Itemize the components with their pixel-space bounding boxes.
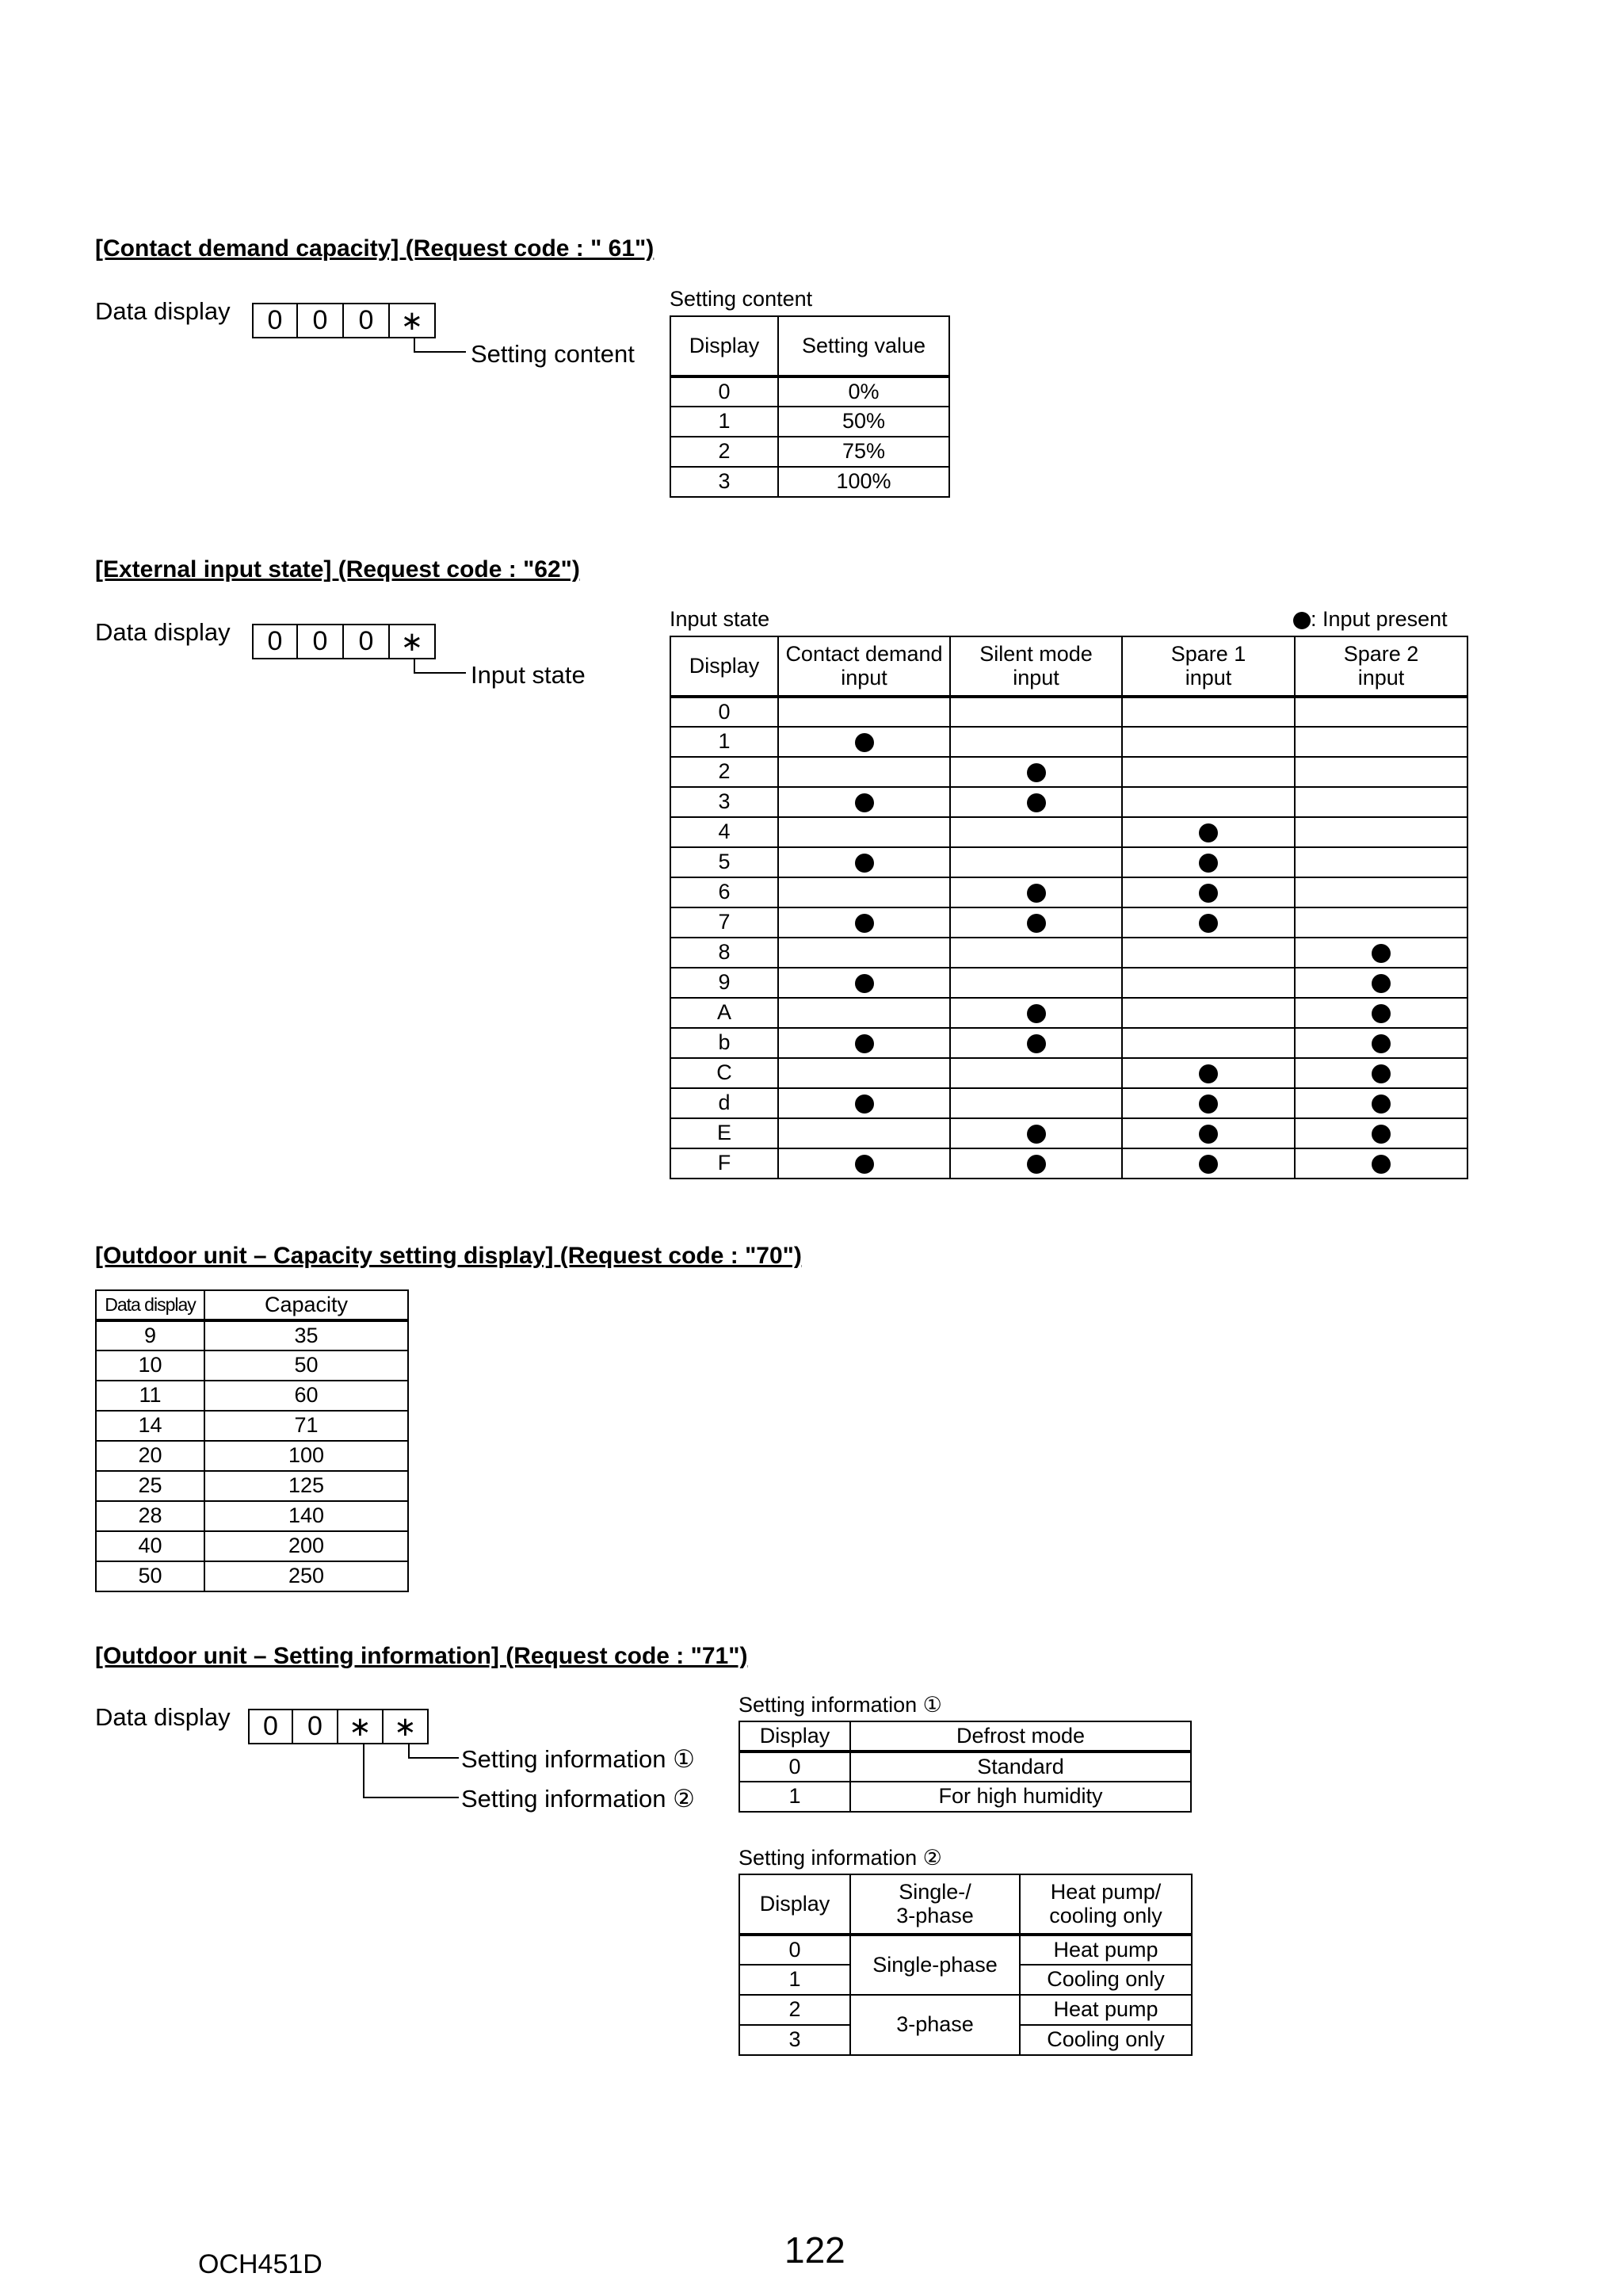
digit-box: 0 (248, 1709, 293, 1744)
mode-cell: Cooling only (1020, 2025, 1192, 2055)
input-cell (950, 757, 1122, 787)
digit-box: 0 (252, 303, 298, 338)
header-line: Display (759, 1891, 830, 1916)
table-row (670, 757, 1467, 787)
table-cell: 0 (670, 376, 778, 407)
input-cell (950, 1088, 1122, 1118)
header-line: input (1185, 665, 1232, 690)
table-cell: 60 (204, 1381, 408, 1411)
input-cell (778, 1118, 950, 1148)
header-line: Single-/ (899, 1879, 971, 1904)
input-cell (1295, 1118, 1467, 1148)
table-cell: 0% (778, 376, 949, 407)
input-present-legend (1293, 607, 1448, 632)
filled-circle-icon (855, 854, 874, 873)
input-cell (778, 817, 950, 847)
input-cell (950, 1058, 1122, 1088)
display-cell: F (670, 1148, 778, 1179)
input-cell (1122, 787, 1295, 817)
input-cell (950, 907, 1122, 938)
table-cell: 35 (204, 1320, 408, 1350)
input-cell (1295, 697, 1467, 727)
data-display-digits-61 (252, 303, 436, 338)
filled-circle-icon (855, 1155, 874, 1174)
table-cell: 1 (670, 407, 778, 437)
display-cell: 4 (670, 817, 778, 847)
table-cell: 100% (778, 467, 949, 497)
table-cell: 250 (204, 1561, 408, 1591)
filled-circle-icon (1372, 1125, 1391, 1144)
table-cell: 140 (204, 1501, 408, 1531)
table-row (739, 1995, 1192, 2025)
table-row (96, 1441, 408, 1471)
table-header (1122, 636, 1295, 697)
filled-circle-icon (1199, 914, 1218, 933)
digit-box: 0 (298, 624, 344, 659)
table-row (739, 1782, 1191, 1812)
filled-circle-icon (855, 914, 874, 933)
digit-box: 0 (344, 624, 390, 659)
table-header (670, 636, 778, 697)
input-cell (1295, 938, 1467, 968)
input-cell (1122, 998, 1295, 1028)
input-cell (1122, 757, 1295, 787)
phase-body (739, 1935, 1192, 2055)
table-cell: 71 (204, 1411, 408, 1441)
table-row (670, 817, 1467, 847)
phase-cell: Single-phase (850, 1935, 1020, 1995)
input-cell (950, 998, 1122, 1028)
filled-circle-icon (1027, 763, 1046, 782)
digit-box: ∗ (338, 1709, 384, 1744)
input-cell (1295, 1148, 1467, 1179)
table-row (670, 467, 949, 497)
table-row (670, 376, 949, 407)
table-cell: 200 (204, 1531, 408, 1561)
display-cell: 7 (670, 907, 778, 938)
input-cell (778, 1088, 950, 1118)
table-cell: 0 (739, 1752, 850, 1782)
table-cell: 40 (96, 1531, 204, 1561)
table-row (670, 1118, 1467, 1148)
filled-circle-icon (855, 733, 874, 752)
table-cell: 10 (96, 1350, 204, 1381)
digit-box: 0 (344, 303, 390, 338)
table-cell: 9 (96, 1320, 204, 1350)
callout-setting-content: Setting content (471, 340, 635, 368)
table-header: Display (670, 316, 778, 376)
filled-circle-icon (1372, 1095, 1391, 1114)
table-cell: Standard (850, 1752, 1191, 1782)
table-caption-62: Input state (670, 607, 770, 631)
header-line: Spare 1 (1170, 641, 1246, 666)
mode-cell: Heat pump (1020, 1935, 1192, 1965)
input-cell (950, 877, 1122, 907)
header-line: Silent mode (979, 641, 1093, 666)
input-cell (1122, 1028, 1295, 1058)
table-cell: 100 (204, 1441, 408, 1471)
input-cell (950, 1148, 1122, 1179)
table-header: Setting value (778, 316, 949, 376)
input-cell (1122, 1118, 1295, 1148)
table-row (96, 1411, 408, 1441)
input-cell (950, 817, 1122, 847)
phase-setting-table (738, 1874, 1193, 2056)
filled-circle-icon (1372, 1004, 1391, 1023)
model-code: OCH451D (198, 2249, 322, 2279)
table-cell: 14 (96, 1411, 204, 1441)
display-cell: 6 (670, 877, 778, 907)
display-cell: 1 (739, 1965, 850, 1995)
table-cell: 75% (778, 437, 949, 467)
section-heading-70: [Outdoor unit – Capacity setting display] (Request code : "70") (95, 1243, 802, 1269)
header-line: Spare 2 (1343, 641, 1419, 666)
digit-box: 0 (252, 624, 298, 659)
display-cell: E (670, 1118, 778, 1148)
input-cell (1295, 998, 1467, 1028)
input-cell (1295, 907, 1467, 938)
table-caption-61: Setting content (670, 287, 813, 311)
input-cell (950, 968, 1122, 998)
table-cell: 1 (739, 1782, 850, 1812)
input-cell (1295, 968, 1467, 998)
callout-input-state: Input state (471, 661, 586, 689)
filled-circle-icon (1372, 974, 1391, 993)
data-display-label-71: Data display (95, 1703, 231, 1731)
table-caption-71-1: Setting information ① (738, 1693, 942, 1717)
header-line: Display (689, 653, 760, 678)
input-cell (1295, 847, 1467, 877)
table-row (670, 907, 1467, 938)
table-row (670, 938, 1467, 968)
table-row (670, 1148, 1467, 1179)
table-row (670, 877, 1467, 907)
filled-circle-icon (855, 1095, 874, 1114)
input-cell (778, 938, 950, 968)
input-state-body (670, 697, 1467, 1179)
mode-cell: Heat pump (1020, 1995, 1192, 2025)
display-cell: A (670, 998, 778, 1028)
data-display-label-61: Data display (95, 297, 231, 325)
callout-leader-line (414, 659, 466, 674)
header-line: 3-phase (896, 1903, 974, 1927)
display-cell: 3 (739, 2025, 850, 2055)
digit-box: 0 (293, 1709, 338, 1744)
input-cell (950, 727, 1122, 757)
table-header-row (739, 1874, 1192, 1935)
table-cell: 20 (96, 1441, 204, 1471)
digit-box: ∗ (390, 624, 436, 659)
table-row (96, 1320, 408, 1350)
filled-circle-icon (1372, 944, 1391, 963)
table-header: Defrost mode (850, 1721, 1191, 1752)
table-row (96, 1501, 408, 1531)
input-cell (1122, 1058, 1295, 1088)
input-cell (950, 938, 1122, 968)
input-cell (778, 1028, 950, 1058)
display-cell: C (670, 1058, 778, 1088)
input-cell (1295, 787, 1467, 817)
input-cell (1122, 1148, 1295, 1179)
input-cell (778, 877, 950, 907)
setting-value-table (670, 315, 950, 498)
display-cell: b (670, 1028, 778, 1058)
filled-circle-icon (1293, 612, 1311, 629)
filled-circle-icon (1199, 1125, 1218, 1144)
capacity-body (96, 1320, 408, 1591)
table-row (670, 968, 1467, 998)
filled-circle-icon (1199, 1064, 1218, 1083)
table-cell: 11 (96, 1381, 204, 1411)
table-row (670, 1058, 1467, 1088)
filled-circle-icon (1199, 854, 1218, 873)
callout-setting-info-1: Setting information ① (461, 1745, 695, 1773)
table-row (670, 437, 949, 467)
input-cell (1295, 727, 1467, 757)
input-cell (778, 727, 950, 757)
table-row (96, 1350, 408, 1381)
table-header (739, 1874, 850, 1935)
input-cell (778, 697, 950, 727)
section-heading-62: [External input state] (Request code : "62") (95, 556, 580, 583)
table-row (670, 998, 1467, 1028)
input-cell (1295, 1088, 1467, 1118)
table-row (670, 727, 1467, 757)
filled-circle-icon (855, 793, 874, 812)
page-number: 122 (784, 2229, 845, 2271)
filled-circle-icon (1027, 793, 1046, 812)
data-display-digits-62 (252, 624, 436, 659)
mode-cell: Cooling only (1020, 1965, 1192, 1995)
table-row (739, 1752, 1191, 1782)
table-cell: 50% (778, 407, 949, 437)
display-cell: 1 (670, 727, 778, 757)
input-cell (778, 998, 950, 1028)
input-cell (950, 847, 1122, 877)
input-cell (1295, 1058, 1467, 1088)
table-row (670, 697, 1467, 727)
filled-circle-icon (1199, 884, 1218, 903)
header-line: Contact demand (785, 641, 943, 666)
header-line: input (1013, 665, 1059, 690)
table-cell: 50 (96, 1561, 204, 1591)
display-cell: 0 (739, 1935, 850, 1965)
data-display-label-62: Data display (95, 618, 231, 646)
input-cell (950, 1028, 1122, 1058)
table-row (670, 1028, 1467, 1058)
table-cell: 3 (670, 467, 778, 497)
table-header: Data display (96, 1290, 204, 1320)
input-cell (1122, 697, 1295, 727)
input-cell (778, 757, 950, 787)
input-cell (778, 907, 950, 938)
display-cell: 3 (670, 787, 778, 817)
table-cell: 25 (96, 1471, 204, 1501)
digit-box: 0 (298, 303, 344, 338)
table-row (739, 1935, 1192, 1965)
filled-circle-icon (1372, 1064, 1391, 1083)
data-display-digits-71 (248, 1709, 429, 1744)
input-cell (778, 847, 950, 877)
input-cell (778, 968, 950, 998)
section-heading-71: [Outdoor unit – Setting information] (Request code : "71") (95, 1643, 748, 1669)
digit-box: ∗ (384, 1709, 429, 1744)
legend-label: : Input present (1311, 607, 1448, 631)
input-cell (778, 1058, 950, 1088)
display-cell: 2 (670, 757, 778, 787)
callout-leader-line (363, 1744, 459, 1798)
header-line: input (1357, 665, 1405, 690)
table-row (670, 1088, 1467, 1118)
input-cell (1122, 877, 1295, 907)
input-cell (1122, 817, 1295, 847)
header-line: Heat pump/ (1050, 1879, 1162, 1904)
input-cell (778, 787, 950, 817)
capacity-table (95, 1289, 409, 1592)
filled-circle-icon (1372, 1034, 1391, 1053)
table-cell: 2 (670, 437, 778, 467)
digit-box: ∗ (390, 303, 436, 338)
filled-circle-icon (1199, 1095, 1218, 1114)
filled-circle-icon (1372, 1155, 1391, 1174)
input-cell (1122, 847, 1295, 877)
filled-circle-icon (1199, 823, 1218, 842)
input-cell (950, 1118, 1122, 1148)
table-row (96, 1561, 408, 1591)
input-state-table (670, 636, 1468, 1179)
callout-leader-line (414, 338, 466, 353)
table-cell: 28 (96, 1501, 204, 1531)
input-cell (1295, 877, 1467, 907)
table-cell: For high humidity (850, 1782, 1191, 1812)
table-cell: 125 (204, 1471, 408, 1501)
filled-circle-icon (855, 974, 874, 993)
table-row (670, 847, 1467, 877)
input-cell (1122, 938, 1295, 968)
input-cell (1295, 817, 1467, 847)
filled-circle-icon (855, 1034, 874, 1053)
table-row (96, 1531, 408, 1561)
display-cell: 8 (670, 938, 778, 968)
table-row (670, 787, 1467, 817)
section-heading-61: [Contact demand capacity] (Request code : " 61") (95, 235, 655, 262)
table-caption-71-2: Setting information ② (738, 1846, 942, 1870)
filled-circle-icon (1027, 1004, 1046, 1023)
filled-circle-icon (1027, 1125, 1046, 1144)
table-row (96, 1471, 408, 1501)
defrost-mode-table (738, 1721, 1192, 1813)
table-row (670, 407, 949, 437)
table-header (850, 1874, 1020, 1935)
table-cell: 50 (204, 1350, 408, 1381)
display-cell: d (670, 1088, 778, 1118)
input-cell (1122, 968, 1295, 998)
display-cell: 2 (739, 1995, 850, 2025)
display-cell: 9 (670, 968, 778, 998)
table-header (1295, 636, 1467, 697)
table-header (1020, 1874, 1192, 1935)
input-cell (1122, 907, 1295, 938)
table-header (950, 636, 1122, 697)
callout-setting-info-2: Setting information ② (461, 1785, 695, 1813)
table-header: Display (739, 1721, 850, 1752)
table-header (778, 636, 950, 697)
input-cell (1122, 727, 1295, 757)
input-cell (1295, 757, 1467, 787)
filled-circle-icon (1027, 884, 1046, 903)
filled-circle-icon (1199, 1155, 1218, 1174)
header-line: cooling only (1049, 1903, 1162, 1927)
phase-cell: 3-phase (850, 1995, 1020, 2055)
header-line: input (841, 665, 887, 690)
display-cell: 0 (670, 697, 778, 727)
input-cell (950, 787, 1122, 817)
table-header: Capacity (204, 1290, 408, 1320)
table-row (96, 1381, 408, 1411)
filled-circle-icon (1027, 1155, 1046, 1174)
input-cell (1122, 1088, 1295, 1118)
input-cell (950, 697, 1122, 727)
input-cell (778, 1148, 950, 1179)
table-header-row (670, 636, 1467, 697)
filled-circle-icon (1027, 1034, 1046, 1053)
input-cell (1295, 1028, 1467, 1058)
display-cell: 5 (670, 847, 778, 877)
filled-circle-icon (1027, 914, 1046, 933)
